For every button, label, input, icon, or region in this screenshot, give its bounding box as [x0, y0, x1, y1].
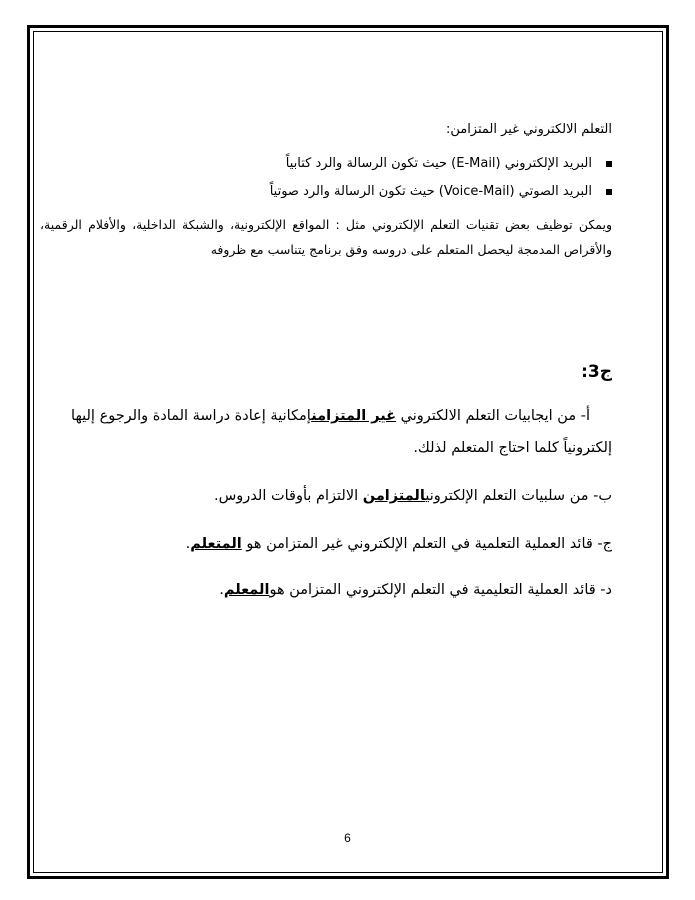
list-item [40, 178, 612, 206]
answer-item-text: الالتزام بأوقات الدروس. [214, 488, 363, 504]
answer-item-emphasis: غير المتزامن [311, 408, 397, 424]
answer-title: ج3: [581, 362, 612, 382]
answer-item-text: د- قائد العملية التعليمية في التعلم الإلكتروني المتزامن هو [269, 582, 612, 598]
square-bullet-icon [606, 189, 612, 195]
answer-item-text: إمكانية إعادة دراسة المادة والرجوع إليها إلكترونياً كلما احتاج المتعلم لذلك. [71, 408, 612, 456]
page-number: 6 [344, 831, 351, 845]
answer-item-text: ب- من سلبيات التعلم الإلكتروني [425, 488, 612, 504]
answer-item-text: أ- من ايجابيات التعلم الالكتروني [396, 408, 590, 424]
list-item [40, 150, 612, 178]
answer-item-a [40, 400, 612, 464]
answer-item-emphasis: المتعلم [190, 536, 242, 552]
async-techniques-paragraph: ويمكن توظيف بعض تقنيات التعلم الإلكتروني مثل : المواقع الإلكترونية، والشبكة الداخلية، والأفلام الرقمية، والأقراص المدمجة ليحصل المتعلم على دروسه وفق برنامج يتناسب مع ظروفه [40, 217, 612, 257]
answer-item-emphasis: المعلم [223, 582, 270, 598]
answer-item-c [40, 532, 634, 556]
answer-item-text: ج- قائد العملية التعلمية في التعلم الإلكتروني غير المتزامن هو [241, 536, 612, 552]
answer-item-text: . [219, 582, 224, 598]
async-learning-heading: التعلم الالكتروني غير المتزامن: [445, 122, 612, 137]
answer-item-text: . [185, 536, 191, 552]
list-item-text: البريد الصوتي (Voice-Mail) حيث تكون الرسالة والرد صوتياً [269, 184, 592, 199]
async-tools-list [40, 150, 612, 206]
list-item-text: البريد الإلكتروني (E-Mail) حيث تكون الرسالة والرد كتابياً [285, 156, 592, 171]
answer-item-emphasis: المتزامن [362, 488, 426, 504]
answer-item-d [40, 578, 634, 602]
answer-item-b [40, 484, 634, 508]
square-bullet-icon [606, 161, 612, 167]
